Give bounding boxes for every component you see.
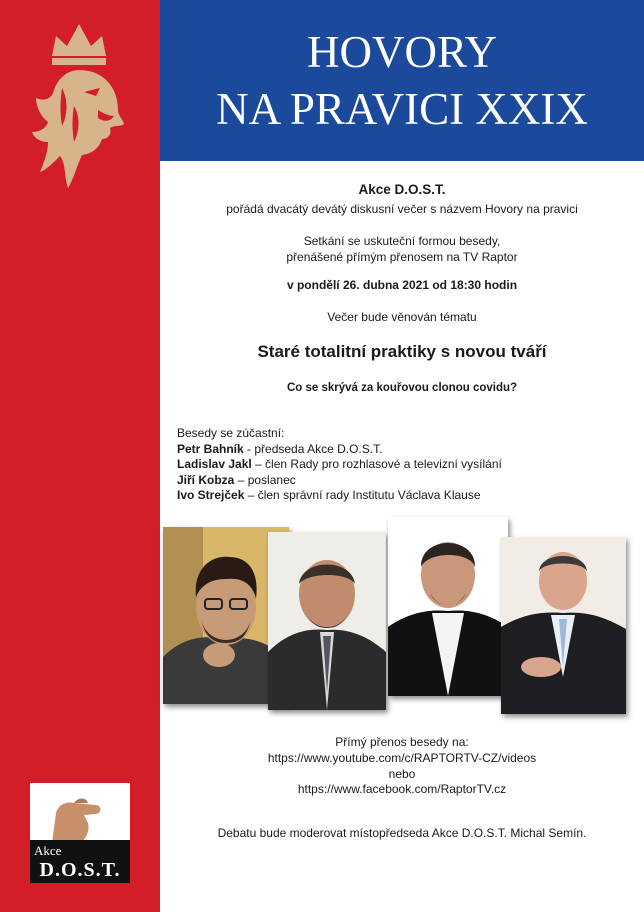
organizer: Akce D.O.S.T. <box>358 182 446 197</box>
guest-photo-4 <box>501 537 626 714</box>
meeting-info <box>160 233 644 265</box>
guest-role: - předseda Akce D.O.S.T. <box>243 441 383 456</box>
guest-photo-3 <box>388 517 508 696</box>
event-date: v pondělí 26. dubna 2021 od 18:30 hodin <box>286 278 518 292</box>
guest-item <box>177 457 617 473</box>
guest-list <box>177 426 617 504</box>
event-title <box>160 24 644 138</box>
guest-role: – člen Rady pro rozhlasové a televizní vysílání <box>251 457 502 471</box>
guest-item <box>177 442 617 458</box>
guest-name: Petr Bahník <box>177 441 244 456</box>
meeting-line-2: přenášené přímým přenosem na TV Raptor <box>286 250 518 264</box>
guest-heading: Besedy se zúčastní: <box>177 426 285 440</box>
facebook-link[interactable]: https://www.facebook.com/RaptorTV.cz <box>297 782 507 796</box>
guest-name: Jiří Kobza <box>177 472 235 487</box>
guest-name: Ivo Strejček <box>177 488 245 502</box>
guest-role: – člen správní rady Institutu Václava Klause <box>244 488 481 502</box>
topic-question: Co se skrývá za kouřovou clonou covidu? <box>286 382 518 394</box>
title-line-1: HOVORY <box>306 27 498 77</box>
meeting-line-1: Setkání se uskuteční formou besedy, <box>303 234 501 248</box>
topic-title: Staré totalitní praktiky s novou tváří <box>257 342 547 361</box>
dost-logo-name: D.O.S.T. <box>39 859 121 881</box>
intro-text: pořádá dvacátý devátý diskusní večer s názvem Hovory na pravici <box>226 202 578 216</box>
guest-name: Ladislav Jakl <box>177 457 252 471</box>
guest-photo-2 <box>268 532 386 710</box>
theme-intro: Večer bude věnován tématu <box>327 310 477 324</box>
lion-crown-logo <box>22 18 137 190</box>
guest-item <box>177 488 617 504</box>
moderator-text: Debatu bude moderovat místopředseda Akce D.O.S.T. Michal Semín. <box>217 826 587 840</box>
stream-heading: Přímý přenos besedy na: <box>335 735 469 749</box>
dost-logo-akce: Akce <box>34 843 62 858</box>
guest-item <box>177 473 617 489</box>
or-text: nebo <box>388 767 416 781</box>
youtube-link[interactable]: https://www.youtube.com/c/RAPTORTV-CZ/videos <box>267 751 537 765</box>
dost-logo <box>30 783 130 883</box>
guest-role: – poslanec <box>234 472 296 487</box>
title-line-2: NA PRAVICI XXIX <box>216 84 588 134</box>
